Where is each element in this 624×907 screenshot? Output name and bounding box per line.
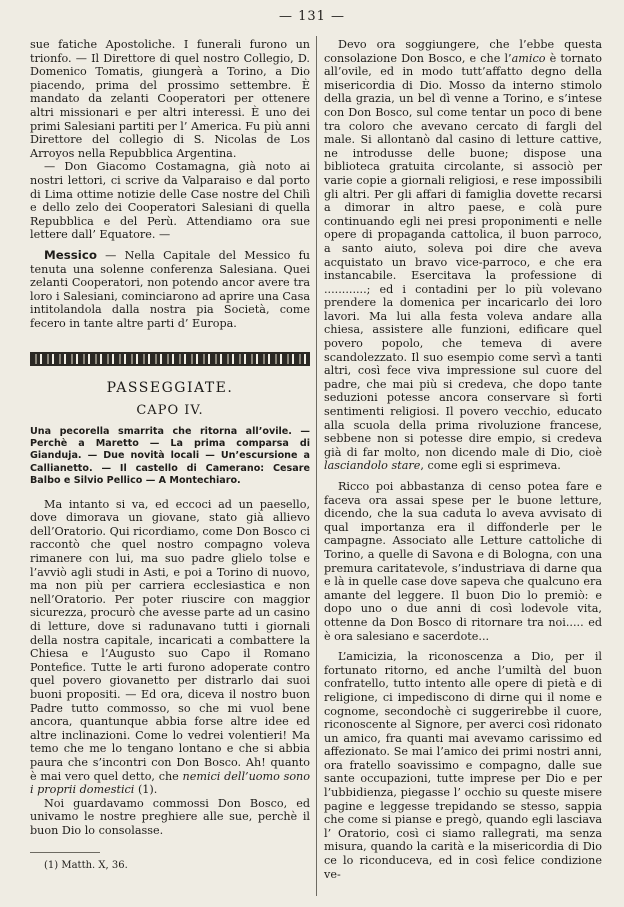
page-number: — 131 — bbox=[278, 9, 346, 24]
messico-paragraph bbox=[30, 249, 310, 331]
story-paragraph-2: Noi guardavamo commossi Don Bosco, ed univamo le nostre preghiere alle sue, perchè il buon Dio lo consolasse. bbox=[30, 796, 310, 837]
right-paragraph-1 bbox=[324, 38, 602, 473]
section-title: PASSEGGIATE. bbox=[106, 380, 234, 397]
footnote-rule bbox=[30, 852, 100, 853]
intro-paragraph: sue fatiche Apostoliche. I funerali furono un trionfo. — Il Direttore di quel nostro Collegio, D. Domenico Tomatis, giungerà a Torino, a Dio piacendo, prima del prossimo settembre. È mandato da zelanti Cooperatori per ottenere altri missionari e per altri interessi. È uno dei primi Salesiani partiti per l’ America. Fu più anni Direttore del collegio di S. Nicolas de Los Arroyos nella Repubblica Argentina. bbox=[30, 38, 310, 160]
costamagna-paragraph: — Don Giacomo Costamagna, già noto ai nostri lettori, ci scrive da Valparaiso e dal porto di Lima ottime notizie delle Case nostre del Chilì e dello zelo dei Cooperatori Salesiani di quella Repubblica e del Perù. Attendiamo ora sue lettere dall’ Equatore. — bbox=[30, 160, 310, 242]
messico-text: — Nella Capitale del Messico fu tenuta una solenne conferenza Salesiana. Quei zelanti Cooperatori, non potendo ancor avere tra loro i Salesiani, cominciarono ad aprire una Casa intitolandola dalla nostra pia Società, come fecero in tante altre parti d’ Europa. bbox=[30, 248, 310, 330]
story-paragraph-1-quote: nemici dell’uomo sono i proprii domestici bbox=[30, 769, 310, 797]
story-paragraph-1-end: (1). bbox=[134, 783, 158, 797]
column-divider bbox=[316, 36, 317, 896]
story-paragraph-1 bbox=[30, 498, 310, 797]
ornamental-divider bbox=[30, 352, 310, 366]
right-paragraph-1-c: , come egli si esprimeva. bbox=[420, 459, 561, 473]
right-paragraph-1-quote: lasciandolo stare bbox=[324, 459, 421, 473]
right-paragraph-3: L’amicizia, la riconoscenza a Dio, per il fortunato ritorno, ed anche l’umiltà del buon confratello, tutto intento alle opere di pietà e di religione, ci impediscono di dirne qui il nome e cognome, secondochè ci suggerirebbe il cuore, riconoscente al Signore, per averci così ridonato un amico, fra quanti mai avevamo carissimo ed affezionato. Se mai l’amico dei primi nostri anni, ora fratello soavissimo e compagno, dalle sue sante occupazioni, tutte imprese per Dio e per l’ubbidienza, piegasse l’ occhio su queste misere pagine e leggesse trepidando se stesso, sappia che come si pianse e pregò, quando egli lasciava l’ Oratorio, così ci siamo rallegrati, ma senza misura, quando la carità e la misericordia di Dio ce lo riconduceva, ed in così felice condizione ve- bbox=[324, 650, 602, 881]
right-paragraph-1-a: Devo ora soggiungere, che l’ebbe questa consolazione Don Bosco, e che l’ bbox=[324, 38, 602, 65]
right-paragraph-1-amico: amico bbox=[511, 51, 546, 65]
right-column bbox=[324, 38, 602, 881]
story-paragraph-1-text: Ma intanto si va, ed eccoci ad un paesello, dove dimorava un giovane, stato già allievo dell’Oratorio. Qui ricordiamo, come Don Bosco ci raccontò che quel nostro compagno voleva rimanere con lui, ma suo padre glielo tolse e l’avviò agli studi in Asti, e poi a Torino di nuovo, ma non più per carriera ecclesiastica e non nell’Oratorio. Per poter riuscire con maggior sicurezza, procurò che avesse parte ad un casino di letture, dove si radunavano tutti i giornali della nostra capitale, incaricati a combattere la Chiesa e l’Augusto suo Capo il Romano Pontefice. Tutte le arti furono adoperate contro quel povero giovanetto per distrarlo dai suoi buoni propositi. — Ed ora, diceva il nostro buon Padre tutto commosso, so che mi vuol bene ancora, quantunque abbia forse altre idee ed altre inclinazioni. Come lo vedrei volentieri! Ma temo che me lo tengano lontano e che si abbia paura che s’incontri con Don Bosco. Ah! quanto è mai vero quel detto, che bbox=[30, 497, 310, 783]
left-column bbox=[30, 38, 310, 872]
right-paragraph-2: Ricco poi abbastanza di censo potea fare e faceva ora assai spese per le buone letture, dicendo, che la sua caduta lo aveva avvisato di qual importanza era il diffonderle per le campagne. Associato alle Letture cattoliche di Torino, a quelle di Savona e di Bologna, con una premura caritatevole, s’industriava di darne qua e là in quelle case dove sapeva che qualcuno era amante del leggere. Il buon Dio lo premiò: e dopo uno o due anni di così lodevole vita, ottenne da Don Bosco di ritornare tra noi..... ed è ora salesiano e sacerdote... bbox=[324, 480, 602, 643]
right-paragraph-1-b: è tornato all’ovile, ed in modo tutt’affatto degno della misericordia di Dio. Mosso da interno stimolo della grazia, un bel dì venne a Torino, e s’intese con Don Bosco, sul come tentar un poco di bene tra coloro che avevano cercato di fargli del male. Si allontanò dal casino di letture cattive, ne introdusse delle buone; dispose una biblioteca gratuita circolante, si associò per varie copie a giornali religiosi, e rese impossibili gli altri. Per gli affari di famiglia dovette recarsi a dimorar in altro paese, e colà pure continuando egli nei presi proponimenti e nelle opere di propaganda cattolica, il buon parroco, a santo aiuto, soleva poi dire che aveva acquistato un bravo vice-parroco, e che era instancabile. Esercitava la professione di ............; ed i contadini per lo più volevano prendere la domenica per incaricarlo dei loro lavori. Ma lui alla festa voleva andare alla chiesa, assistere alle funzioni, edificare quel povero popolo, che temeva di avere scandolezzato. Il suo esempio come servì a tanti altri, così fece viva impressione sul cuore del padre, che mai più si credeva, che dopo tante seduzioni potesse ancora conservare sì forti sentimenti religiosi. Il povero vecchio, educato alla scuola della prima rivoluzione francese, sebbene non si potesse dire empio, si credeva già di far molto, non dicendo male di Dio, cioè bbox=[324, 51, 603, 459]
messico-heading: Messico bbox=[44, 247, 97, 262]
chapter-summary: Una pecorella smarrita che ritorna all’ovile. — Perchè a Maretto — La prima comparsa di Gianduja. — Due novità locali — Un’escursione a Callianetto. — Il castello di Camerano: Cesare Balbo e Silvio Pellico — A Montechiaro. bbox=[30, 425, 310, 487]
footnote: (1) Matth. X, 36. bbox=[44, 859, 128, 871]
chapter-title: CAPO IV. bbox=[136, 403, 204, 419]
